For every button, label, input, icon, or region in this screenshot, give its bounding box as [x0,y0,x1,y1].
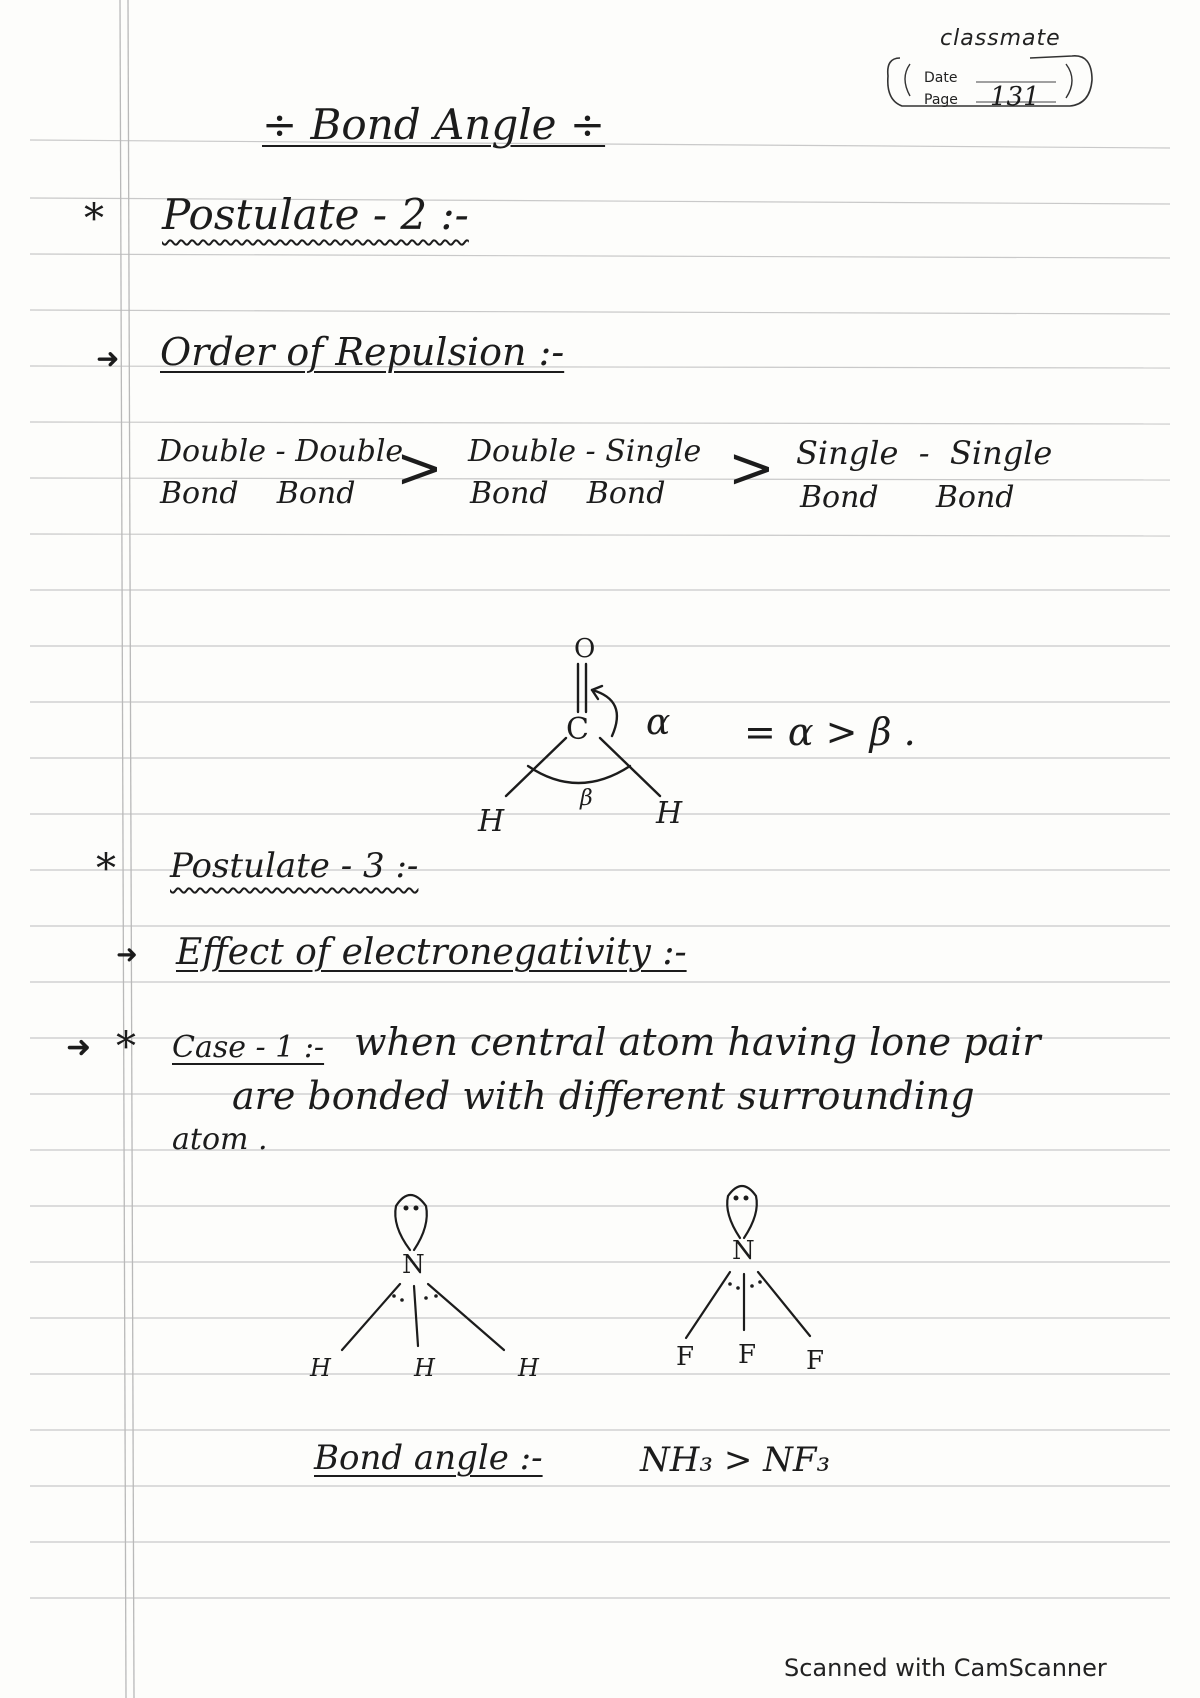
page-title: ÷ Bond Angle ÷ [262,100,606,149]
hydrogen-left-label: H [478,804,505,839]
nf3-f-middle: F [738,1340,757,1370]
page-number: 131 [990,82,1040,112]
order-of-repulsion-heading: Order of Repulsion :- [160,330,565,374]
order-item-3-line1: Single - Single [796,434,1053,472]
alpha-beta-relation: = α > β . [744,710,916,754]
nh3-h-right: H [518,1354,539,1382]
order-item-1-line1: Double - Double [158,434,404,469]
hydrogen-right-label: H [656,796,683,831]
oxygen-label: O [574,634,596,664]
order-item-2-line2: Bond Bond [470,476,666,511]
postulate-3-heading: Postulate - 3 :- [170,846,419,886]
order-item-2-line1: Double - Single [468,434,702,469]
postulate-2-heading: Postulate - 2 :- [162,190,469,239]
carbon-label: C [566,712,589,747]
nf3-f-left: F [676,1342,695,1372]
bond-angle-result-label: Bond angle :- [314,1438,543,1478]
arrow-bullet-icon-2: ➜ [116,940,138,970]
page-label: Page [924,92,958,108]
case-1-text-line1: when central atom having lone pair [354,1020,1041,1064]
order-item-1-line2: Bond Bond [160,476,356,511]
date-label: Date [924,70,958,86]
effect-of-electronegativity-heading: Effect of electronegativity :- [176,932,687,973]
asterisk-bullet-2: * [96,846,116,892]
nh3-h-left: H [310,1354,331,1382]
beta-label: β [580,786,593,811]
case-1-text-line2: are bonded with different surrounding [232,1074,975,1118]
nf3-nitrogen-label: N [732,1236,755,1266]
nh3-h-middle: H [414,1354,435,1382]
brand-name: classmate [940,26,1061,51]
nh3-nitrogen-label: N [402,1250,425,1280]
arrow-bullet-icon-3: ➜ [66,1030,92,1065]
greater-than-1: > [396,436,443,501]
nf3-f-right: F [806,1346,825,1376]
order-item-3-line2: Bond Bond [800,480,1015,515]
greater-than-2: > [728,436,775,501]
case-1-text-line3: atom . [172,1122,268,1157]
alpha-label: α [646,702,671,743]
case-1-label: Case - 1 :- [172,1030,325,1065]
scanner-watermark: Scanned with CamScanner [784,1654,1107,1682]
bond-angle-result-value: NH₃ > NF₃ [640,1440,831,1480]
arrow-bullet-icon: ➜ [96,342,120,375]
asterisk-bullet: * [84,196,104,242]
asterisk-bullet-3: * [116,1024,136,1070]
